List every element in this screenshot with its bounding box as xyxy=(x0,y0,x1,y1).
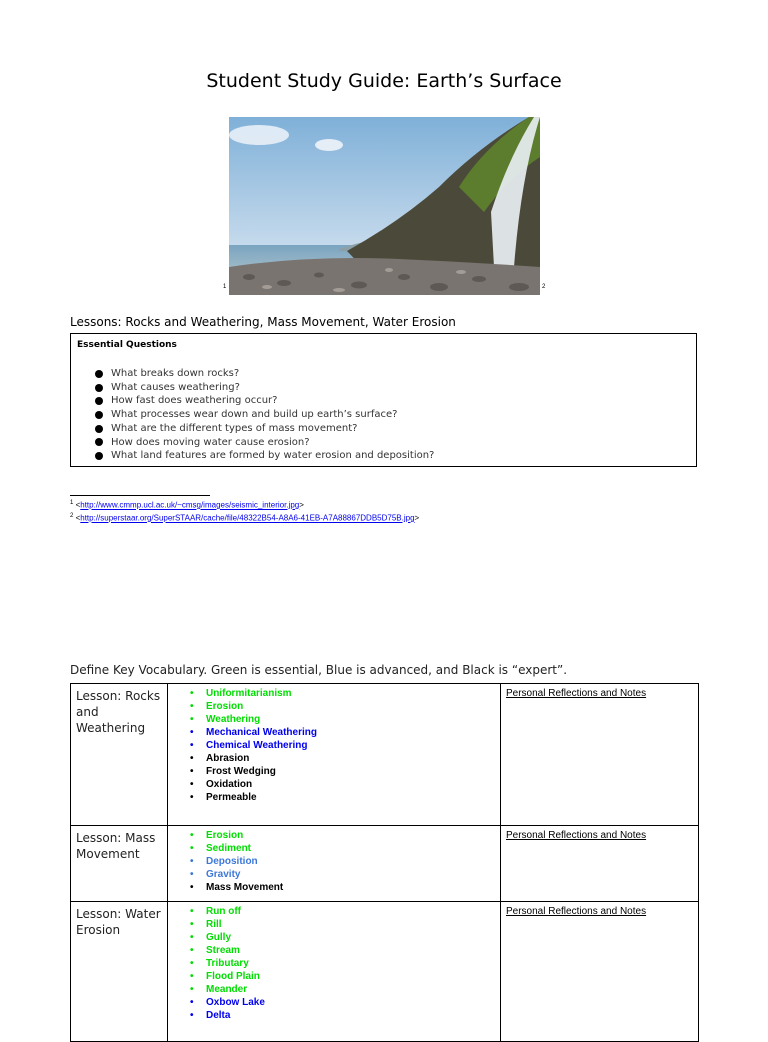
table-row xyxy=(71,684,699,826)
question-item: What processes wear down and build up earth’s surface? xyxy=(95,408,434,422)
vocab-term: • Meander xyxy=(190,983,500,996)
coastal-waterfall-photo xyxy=(229,117,540,295)
vocab-term: • Delta xyxy=(190,1009,500,1022)
vocab-term: • Tributary xyxy=(190,957,500,970)
vocab-term: • Oxbow Lake xyxy=(190,996,500,1009)
footnote-1: $^1$ <http://www.cmmp.ucl.ac.uk/~cmsg/images/seismic_interior.jpg> xyxy=(70,500,304,510)
question-item: How does moving water cause erosion? xyxy=(95,436,434,450)
question-item: How fast does weathering occur? xyxy=(95,394,434,408)
vocab-term: • Erosion xyxy=(190,700,500,713)
footnote-2: $^2$ <http://superstaar.org/SuperSTAAR/cache/file/48322B54-A8A6-41EB-A7A88867DDB5D75B.jpg> xyxy=(70,513,420,523)
vocab-term: • Gravity xyxy=(190,868,500,881)
vocab-term: • Frost Wedging xyxy=(190,765,500,778)
table-row xyxy=(71,902,699,1042)
vocab-term: • Mechanical Weathering xyxy=(190,726,500,739)
term-list xyxy=(168,687,500,804)
vocabulary-table xyxy=(70,683,699,1042)
question-item: What are the different types of mass movement? xyxy=(95,422,434,436)
notes-cell[interactable] xyxy=(501,902,699,1042)
cloud xyxy=(229,125,289,145)
bullet-icon xyxy=(95,370,103,378)
bullet-icon xyxy=(95,425,103,433)
vocab-term: • Flood Plain xyxy=(190,970,500,983)
vocab-term: • Uniformitarianism xyxy=(190,687,500,700)
vocab-term: • Deposition xyxy=(190,855,500,868)
notes-label: Personal Reflections and Notes xyxy=(506,906,647,917)
vocab-term: • Erosion xyxy=(190,829,500,842)
vocab-term: • Permeable xyxy=(190,791,500,804)
lesson-name: Lesson: Rocks and Weathering xyxy=(71,684,168,826)
vocab-term: • Sediment xyxy=(190,842,500,855)
essential-questions-box xyxy=(70,333,697,467)
cloud xyxy=(315,139,343,151)
term-list xyxy=(168,905,500,1022)
vocab-term: • Oxidation xyxy=(190,778,500,791)
notes-label: Personal Reflections and Notes xyxy=(506,688,647,699)
lesson-name: Lesson: Water Erosion xyxy=(71,902,168,1042)
bullet-icon xyxy=(95,411,103,419)
footnote-marker: 2 xyxy=(542,284,546,290)
term-list xyxy=(168,829,500,894)
vocab-term: • Gully xyxy=(190,931,500,944)
notes-label: Personal Reflections and Notes xyxy=(506,830,647,841)
footnote-link[interactable]: http://superstaar.org/SuperSTAAR/cache/file/48322B54-A8A6-41EB-A7A88867DDB5D75B.jpg xyxy=(80,513,415,523)
bullet-icon xyxy=(95,397,103,405)
page-title: Student Study Guide: Earth’s Surface xyxy=(206,70,562,92)
question-item: What causes weathering? xyxy=(95,381,434,395)
question-item: What breaks down rocks? xyxy=(95,367,434,381)
question-item: What land features are formed by water erosion and deposition? xyxy=(95,449,434,463)
notes-cell[interactable] xyxy=(501,826,699,902)
vocab-term: • Chemical Weathering xyxy=(190,739,500,752)
table-row xyxy=(71,826,699,902)
vocab-term: • Mass Movement xyxy=(190,881,500,894)
vocab-term: • Weathering xyxy=(190,713,500,726)
vocab-term: • Stream xyxy=(190,944,500,957)
vocab-term: • Abrasion xyxy=(190,752,500,765)
notes-cell[interactable] xyxy=(501,684,699,826)
footnote-link[interactable]: http://www.cmmp.ucl.ac.uk/~cmsg/images/seismic_interior.jpg xyxy=(80,500,300,510)
bullet-icon xyxy=(95,384,103,392)
footnote-marker: 1 xyxy=(223,284,227,290)
bullet-icon xyxy=(95,452,103,460)
footnote-divider xyxy=(70,495,210,496)
essential-questions-title: Essential Questions xyxy=(77,340,177,350)
vocab-term: • Rill xyxy=(190,918,500,931)
bullet-icon xyxy=(95,438,103,446)
lessons-heading: Lessons: Rocks and Weathering, Mass Movement, Water Erosion xyxy=(70,315,456,329)
lesson-name: Lesson: Mass Movement xyxy=(71,826,168,902)
essential-questions-list xyxy=(95,367,434,463)
vocab-term: • Run off xyxy=(190,905,500,918)
vocabulary-instructions: Define Key Vocabulary. Green is essential, Blue is advanced, and Black is “expert”. xyxy=(70,663,568,677)
